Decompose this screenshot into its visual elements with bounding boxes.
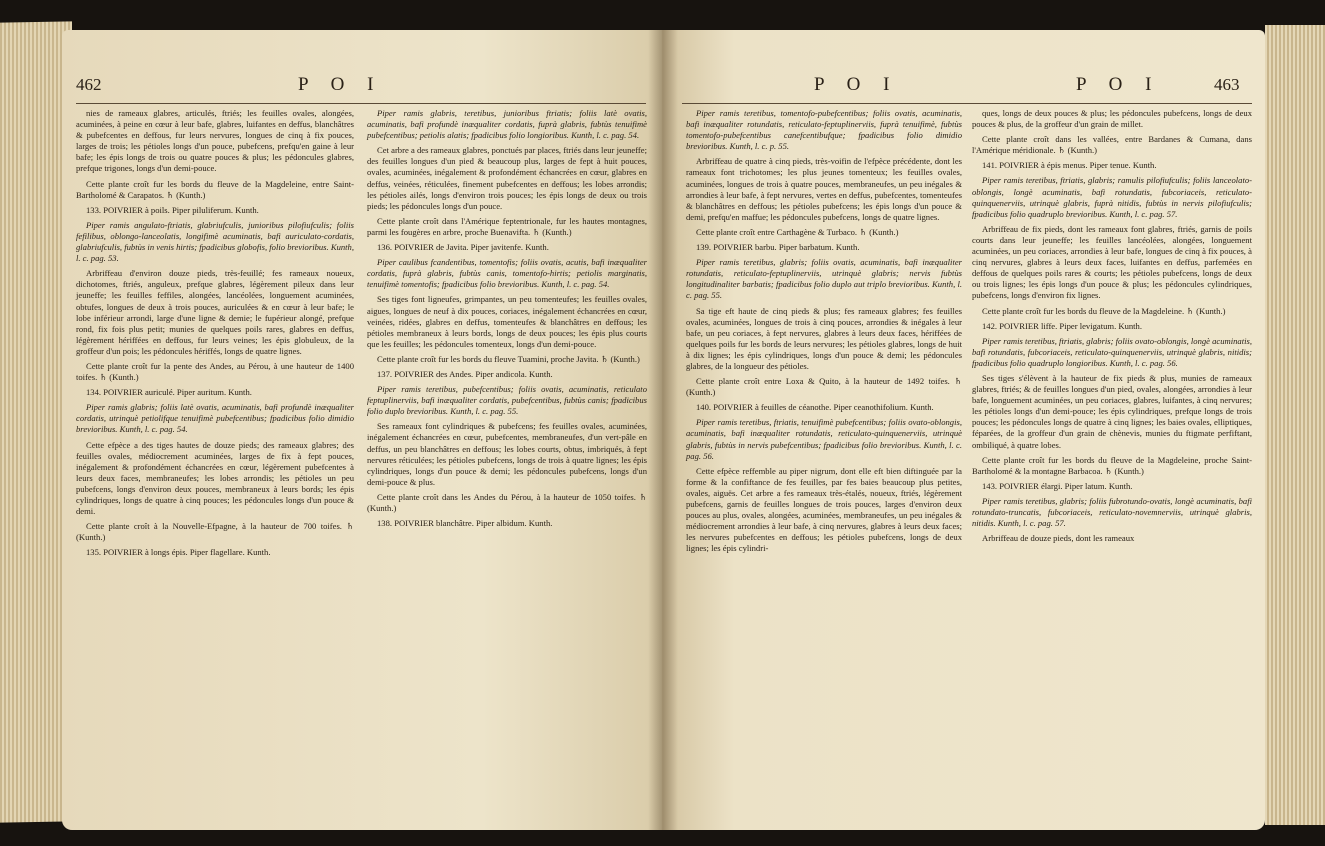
paragraph: Cette plante croît dans les Andes du Pérou, à la hauteur de 1050 toifes. ♄ (Kunth.): [367, 491, 647, 513]
book-gutter: [648, 30, 678, 830]
paragraph: 134. POIVRIER auriculé. Piper auritum. Kunth.: [86, 387, 252, 398]
header-rule: [682, 103, 1252, 104]
latin-description: Piper ramis teretibus, glabris; foliis fubrotundo-ovatis, longè acuminatis, bafi rotundato-truncatis, fubcoriaceis, reticulato-novemnerviis, utrinquè glabris, nitidis. Kunth, l. c. pag. 57.: [972, 495, 1252, 529]
paragraph: 139. POIVRIER barbu. Piper barbatum. Kunth.: [696, 242, 860, 253]
page-number: 462: [76, 75, 102, 94]
paragraph: Cette plante croît fur la pente des Andes, au Pérou, à une hauteur de 1400 toifes. ♄ (Kunth.): [76, 360, 354, 383]
paragraph: 142. POIVRIER liffe. Piper levigatum. Kunth.: [982, 320, 1143, 331]
paragraph: Cette plante croît fur les bords du fleuve de la Magdeleine. ♄ (Kunth.): [982, 305, 1226, 316]
text-column: [972, 108, 1252, 548]
paragraph: 137. POIVRIER des Andes. Piper andicola. Kunth.: [377, 368, 553, 379]
latin-description: Piper ramis glabris; foliis latè ovatis, acuminatis, bafi profundè inæqualiter cordatis, utrinquè petiolifque tenuifimè pubefcentibus; fpadicibus folio dimidio brevioribus. Kunth, l. c. pag. 54.: [76, 402, 354, 435]
paragraph: Cette plante croît entre Carthagène & Turbaco. ♄ (Kunth.): [696, 226, 899, 237]
page-edges-right: [1265, 25, 1325, 825]
paragraph: Cet arbre a des rameaux glabres, ponctués par places, ftriés dans leur jeuneffe; des feuilles longues d'un pied & beaucoup plus, larges de fept à huit pouces, ovales, acuminées, inégalement & profondément échancrées en cœur, glabres en deffus, veinées, réticulées, finement pubefcentes en deffous; les lobes arrondis; les pétioles ailés, longs d'environ trois pouces; les épis longs de deux ou trois pieds; les pédoncules longs d'un pouce.: [367, 145, 647, 211]
latin-description: Piper ramis teretibus, pubefcentibus; foliis ovatis, acuminatis, reticulato feptuplinerviis, bafi inæqualiter cordatis, pubefcentibus, fubtùs canis; fpadicibus folio duplo brevioribus. Kunth, l. c. pag. 55.: [367, 384, 647, 417]
paragraph: 138. POIVRIER blanchâtre. Piper albidum. Kunth.: [377, 518, 553, 529]
latin-description: Piper ramis teretibus, tomentofo-pubefcentibus; foliis ovatis, acuminatis, bafi inæqualiter rotundatis, reticulato-feptuplinerviis, fuprà tenuifimè, fubtùs tomentofo-pubefcentibus canefcentibufque; fpadicibus folio dimidio brevioribus. Kunth, l. c. p. 55.: [686, 108, 962, 152]
paragraph: Ses tiges s'élèvent à la hauteur de fix pieds & plus, munies de rameaux glabres, ftriés; & de feuilles longues d'un pied, ovales, alongées, arrondies à leur bafe, longuement acuminées, un peu coriaces, glabres, luifantes, à cinq nervures; les pétioles longs d'un demi-pouce; les épis cylindriques, prefque longs de trois pouces; les pédoncules longs de quatre à cinq lignes; les baies ovales, elliptiques, féparées, de la groffeur d'un grain de chènevis, munies du ftigmate perfiftant, ombiliqué, à quatre lobes.: [972, 372, 1252, 450]
running-head: P O I: [814, 74, 899, 95]
running-head: P O I: [298, 74, 383, 95]
latin-description: Piper ramis angulato-ftriatis, glabriufculis, junioribus pilofiufculis; foliis fefilibus, oblongo-lanceolatis, longifimè acuminatis, bafi auriculato-cordatis, glabriufculis, fubtùs in venis hirtis; fpadicibus globofis, folio brevioribus. Kunth, l. c. pag. 53.: [76, 219, 354, 264]
paragraph: 141. POIVRIER à épis menus. Piper tenue. Kunth.: [982, 160, 1157, 171]
paragraph: Ses tiges font ligneufes, grimpantes, un peu tomenteufes; les feuilles ovales, aigues, longues de neuf à dix pouces, coriaces, inégalement échancrées en cœur, veinées, ridées, glabres en deffus, tomenteufes & blanchâtres en deffous; les pétioles membraneux à leurs bords, longs de deux pouces; les épis plus courts que les feuilles; les pédoncules tomenteux, longs d'un demi-pouce.: [367, 294, 647, 349]
paragraph: Cette plante croît à la Nouvelle-Efpagne, à la hauteur de 700 toifes. ♄ (Kunth.): [76, 521, 354, 543]
paragraph: ques, longs de deux pouces & plus; les pédoncules pubefcens, longs de deux pouces & plus, de la groffeur d'un grain de millet.: [972, 108, 1252, 130]
paragraph: nies de rameaux glabres, articulés, ftriés; les feuilles ovales, alongées, acuminées, à peine en cœur à leur bafe, glabres, luifantes en deffus, blanchâtres & pubefcentes en deffous, fur leurs nervures, longues de cinq à fix pouces, larges de trois; les pétioles longs d'un pouce, pubefcens, prefqu'en gaine à leur bafe; les épis longs de trois ou quatre pouces & plus; les pédoncules glabres, prefque trigones, longs d'un demi-pouce.: [76, 108, 354, 174]
page-number: 463: [1214, 75, 1240, 94]
latin-description: Piper caulibus fcandentibus, tomentofis; foliis ovatis, acutis, bafi inæqualiter cordatis, fuprà glabris, fubtùs canis, tomentofo-hirtis; petiolis marginatis, tenuifimè tomentofis; fpadicibus folio brevioribus. Kunth, l. c. pag. 54.: [367, 257, 647, 290]
paragraph: Cette plante croît fur les bords du fleuve de la Magdeleine, entre Saint-Bartholomé & Carapatos. ♄ (Kunth.): [76, 178, 354, 200]
right-page: [662, 30, 1265, 830]
latin-description: Piper ramis teretibus, glabris; foliis ovatis, acuminatis, bafi inæqualiter rotundatis, reticulato-feptuplinerviis, utrinquè glabris; nervis fubtùs longitudinaliter barbatis; fpadicibus folio duplo aut triplo brevioribus. Kunth, l. c. pag. 55.: [686, 257, 962, 301]
header-rule: [76, 103, 646, 104]
latin-description: Piper ramis teretibus, ftriatis, glabris; foliis ovato-oblongis, longè acuminatis, bafi rotundatis, fubcoriaceis, reticulato-quinquenerviis, utrinquè glabris, nitidis; fpadicibus folio quadruplo longioribus. Kunth, l. c. pag. 56.: [972, 335, 1252, 368]
paragraph: Cette plante croît dans les vallées, entre Bardanes & Cumana, dans l'Amérique méridionale. ♄ (Kunth.): [972, 134, 1252, 156]
paragraph: Arbriffeau de fix pieds, dont les rameaux font glabres, ftriés, garnis de poils courts dans leur jeuneffe; les feuilles lancéolées, alongées, longuement acuminées, un peu coriaces, arrondies à leur bafe, longues de cinq à fix pouces, à cinq nervures, glabres à leurs deux faces, luifantes en deffus, parfemées en deffous de quelques poils rares & courts; les pétioles pubefcens, longs de deux ou trois lignes; les épis longs d'un pouce & plus; les pédoncules cylindriques, pubefcens, longs d'environ fix lignes.: [972, 223, 1252, 301]
paragraph: 136. POIVRIER de Javita. Piper javitenfe. Kunth.: [377, 242, 549, 253]
paragraph: Ses rameaux font cylindriques & pubefcens; fes feuilles ovales, acuminées, inégalement échancrées en cœur, pubefcentes, membraneufes, d'un vert-pâle en deffus, un peu blanchâtres en deffous; les lobes courts, obtus, imbriqués, à fept nervures réticulées; les pétioles pubefcens, longs de trois à quatre lignes; les épis cylindriques, longs d'un pouce & demi; les pédoncules pubefcens, longs d'un demi-pouce & plus.: [367, 421, 647, 487]
text-column: [76, 108, 354, 562]
paragraph: Arbriffeau de douze pieds, dont les rameaux: [982, 533, 1135, 544]
paragraph: Arbriffeau de quatre à cinq pieds, très-voifin de l'efpèce précédente, dont les rameaux font trichotomes; les plus jeunes tomenteux; les feuilles ovales, acuminées, longues de trois à quatre pouces, membraneufes, un peu inégales & arrondies à leur bafe, à fept nervures, vertes en deffus, pubefcentes, tomenteufes & blanchâtres en deffous; les pétioles pubefcens; les épis longs d'un pouce & demi, prefqu'en maffue; les pédoncules pubefcens, longs de quatre lignes.: [686, 156, 962, 222]
paragraph: Cette efpèce reffemble au piper nigrum, dont elle eft bien diftinguée par la forme & la confiftance de fes feuilles, par fes baies beaucoup plus petites, ovales, aiguës. Cet arbre a fes rameaux très-étalés, noueux, ftriés, légèrement pubefcens, garnis de feuilles longues de trois pouces, larges d'environ deux pouces au plus, ovales, alongées, acuminées, membraneufes, un peu inégales & médiocrement arrondies à leur bafe, à cinq nervures, glabres à leurs deux faces; les nervures pubefcentes en deffous; les pétioles pubefcens, longs de deux lignes; les épis cylindri-: [686, 465, 962, 554]
paragraph: Cette plante croît fur les bords du fleuve Tuamini, proche Javita. ♄ (Kunth.): [377, 353, 640, 364]
latin-description: Piper ramis glabris, teretibus, junioribus ftriatis; foliis latè ovatis, acuminatis, bafi profundè inæqualiter cordatis, fuprà glabris, fubtùs tenuifimè pubefcentibus; petiolis alatis; fpadicibus folio longioribus. Kunth, l. c. pag. 54.: [367, 108, 647, 141]
text-column: [686, 108, 962, 558]
paragraph: Arbriffeau d'environ douze pieds, très-feuillé; fes rameaux noueux, dichotomes, ftriés, anguleux, prefque glabres, légèrement pileux dans leur jeuneffe; les feuilles feffiles, alongées, lancéolées, longuement acuminées, obtufes, longues de deux à trois pouces, auriculées & en cœur à leur bafe; le lobe inférieur arrondi, large d'une ligne & demie; le fupérieur alongé, prefque rond, fix fois plus petit; munies de quelques poils rares, glabres en deffus, légèrement hériffées en deffous, fur leurs veines; les épis globuleux, de la groffeur d'un pois; les pédoncules hériffés, longs de quatre lignes.: [76, 268, 354, 356]
latin-description: Piper ramis teretibus, ftriatis, tenuifimè pubefcentibus; foliis ovato-oblongis, acuminatis, bafi inæqualiter rotundatis, reticulato-quinquenerviis, utrinquè glabris, fubtùs in nervis pubefcentibus; fpadicibus folio brevioribus. Kunth, l. c. pag. 56.: [686, 417, 962, 461]
paragraph: 143. POIVRIER élargi. Piper latum. Kunth.: [982, 480, 1133, 491]
paragraph: Cette plante croît dans l'Amérique feptentrionale, fur les hautes montagnes, parmi les fougères en arbre, proche Buenavifta. ♄ (Kunth.): [367, 215, 647, 237]
paragraph: Cette plante croît fur les bords du fleuve de la Magdeleine, proche Saint-Bartholomé & la montagne Barbacoa. ♄ (Kunth.): [972, 454, 1252, 476]
paragraph: Cette efpèce a des tiges hautes de douze pieds; des rameaux glabres; des feuilles ovales, médiocrement acuminées, larges de fix à fept pouces, inégalement & profondément échancrées en cœur, légèrement pubefcentes à leurs deux faces, membraneufes; les lobes arrondis; les pétioles un peu pubefcens, longs d'environ deux pouces, membraneux à leurs bords; les épis cylindriques, longs de quatre à cinq pouces; les pédoncules longs d'un pouce & demi.: [76, 439, 354, 517]
paragraph: 135. POIVRIER à longs épis. Piper flagellare. Kunth.: [86, 547, 271, 558]
paragraph: Cette plante croît entre Loxa & Quito, à la hauteur de 1492 toifes. ♄ (Kunth.): [686, 376, 962, 398]
paragraph: 140. POIVRIER à feuilles de céanothe. Piper ceanothifolium. Kunth.: [696, 402, 934, 413]
text-column: [367, 108, 647, 533]
paragraph: 133. POIVRIER à poils. Piper piluliferum. Kunth.: [86, 204, 259, 215]
paragraph: Sa tige eft haute de cinq pieds & plus; fes rameaux glabres; fes feuilles ovales, acuminées, longues de trois à cinq pouces, arrondies & inégales à leur bafe, un peu coriaces, à fept nervures, glabres à leurs deux faces, hériffées de quelques poils fur les bords de leurs nervures; les pétioles glabres, longs de huit à dix lignes; les épis cylindriques, longs d'un pouce & demi; les pédoncules glabres, de la longueur des pétioles.: [686, 305, 962, 371]
latin-description: Piper ramis teretibus, ftriatis, glabris; ramulis pilofiufculis; foliis lanceolato-oblongis, longè acuminatis, bafi rotundatis, fubcoriaceis, reticulato-quinquenerviis, utrinquè glabris, fuprà nitidis, fubtùs in nervis pilofiufculis; fpadicibus folio quadruplo brevioribus. Kunth, l. c. pag. 57.: [972, 175, 1252, 219]
left-page: [62, 30, 662, 830]
running-head-repeat: P O I: [1076, 74, 1161, 95]
